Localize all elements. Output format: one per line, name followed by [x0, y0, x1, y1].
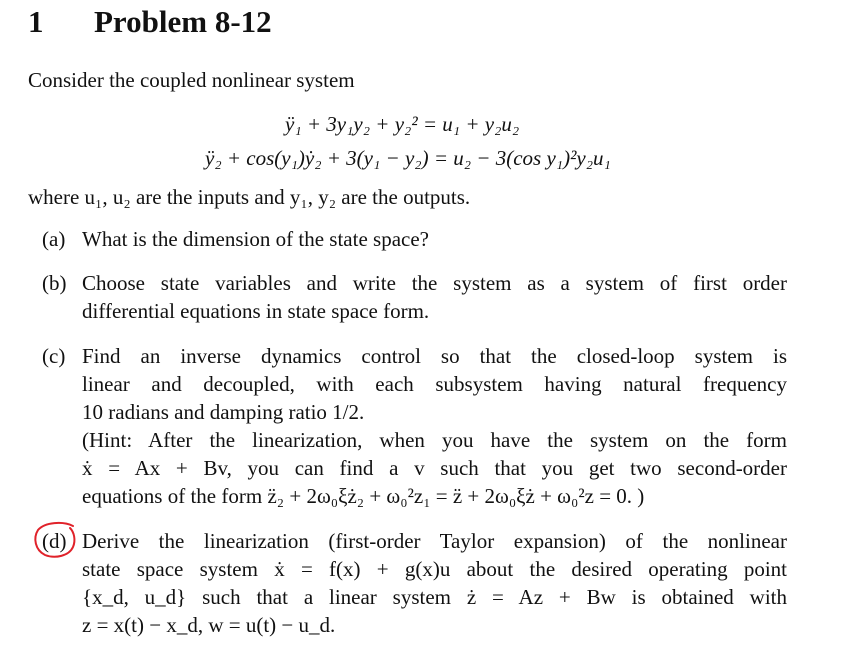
equation-2	[205, 146, 611, 171]
item-c-line: (Hint: After the linearization, when you have the system on the form	[82, 428, 787, 452]
item-c-body	[82, 342, 787, 510]
item-d-body	[82, 527, 787, 639]
equation-1-text: ÿ₁ + 3y₁y₂ + y₂² = u₁ + y₂u₂	[285, 112, 520, 136]
item-b-body	[82, 269, 787, 325]
section-title: Problem 8-12	[94, 4, 272, 39]
item-d-line: state space system ẋ = f(x) + g(x)u about the desired operating point	[82, 557, 787, 581]
item-c	[42, 342, 787, 510]
item-a-line: What is the dimension of the state space?	[82, 227, 429, 251]
item-a-body	[82, 225, 787, 253]
item-c-line: Find an inverse dynamics control so that the closed-loop system is	[82, 344, 787, 368]
section-heading	[28, 4, 272, 40]
item-d-label: (d)	[42, 529, 67, 553]
equation-1	[285, 112, 519, 137]
item-c-line: linear and decoupled, with each subsystem having natural frequency	[82, 372, 787, 396]
item-d-line: {x_d, u_d} such that a linear system ż = Az + Bw is obtained with	[82, 585, 787, 609]
item-b-label: (b)	[42, 271, 67, 295]
item-b	[42, 269, 787, 325]
item-d-line: Derive the linearization (first-order Taylor expansion) of the nonlinear	[82, 529, 787, 553]
item-b-line: differential equations in state space form.	[82, 299, 430, 323]
item-c-line: equations of the form z̈₂ + 2ω₀ξż₂ + ω₀²z₁ = z̈ + 2ω₀ξż + ω₀²z = 0. )	[82, 484, 645, 508]
intro-text: Consider the coupled nonlinear system	[28, 68, 355, 92]
item-b-line: Choose state variables and write the system as a system of first order	[82, 271, 787, 295]
item-c-line: 10 radians and damping ratio 1/2.	[82, 400, 365, 424]
where-text: where u₁, u₂ are the inputs and y₁, y₂ are the outputs.	[28, 185, 471, 209]
item-c-line: ẋ = Ax + Bv, you can find a v such that you get two second-order	[82, 456, 787, 480]
item-a-label: (a)	[42, 227, 66, 251]
equation-2-text: ÿ₂ + cos(y₁)ẏ₂ + 3(y₁ − y₂) = u₂ − 3(cos y₁)²y₂u₁	[205, 146, 611, 170]
section-number: 1	[28, 4, 44, 39]
item-c-label: (c)	[42, 344, 66, 368]
item-d-line: z = x(t) − x_d, w = u(t) − u_d.	[82, 613, 336, 637]
item-a	[42, 225, 787, 253]
item-d	[42, 527, 787, 639]
